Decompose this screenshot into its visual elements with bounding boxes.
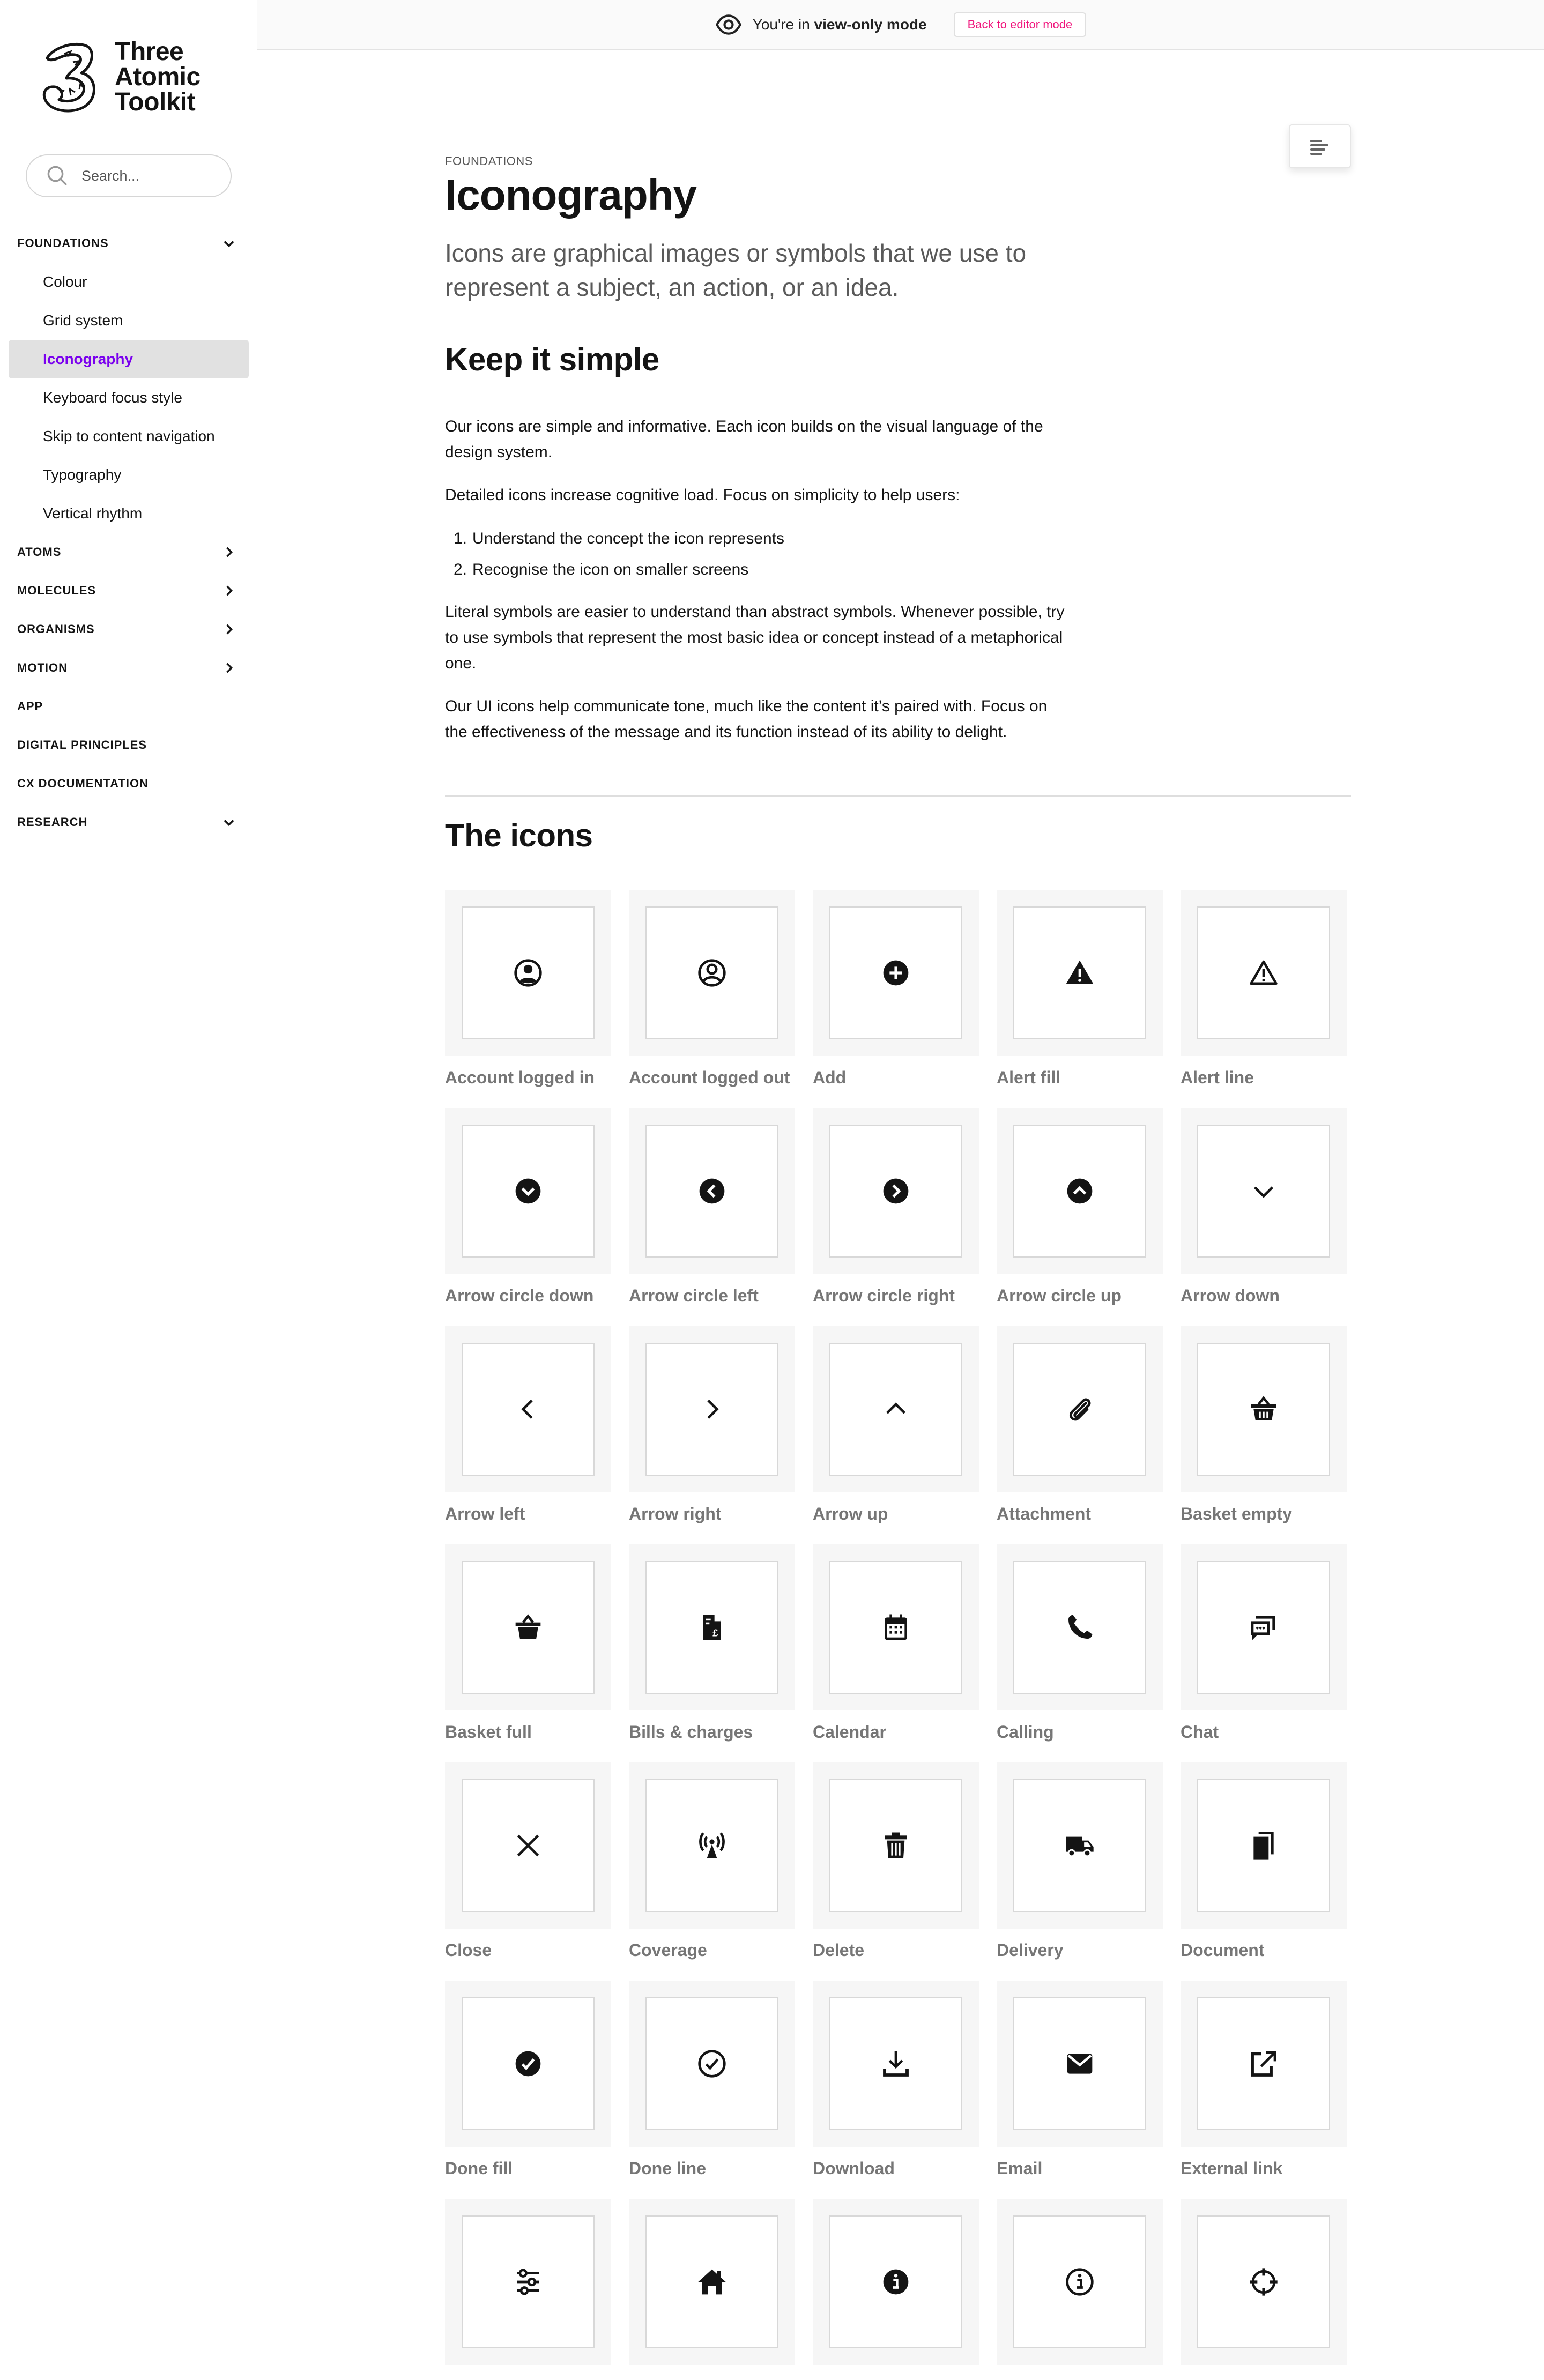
calendar-icon <box>881 1612 911 1642</box>
icon-tile[interactable] <box>629 1326 795 1524</box>
brand-name <box>115 39 201 115</box>
icon-tile[interactable] <box>445 1762 611 1960</box>
list-item <box>454 554 1075 585</box>
icon-tile[interactable] <box>445 1544 611 1742</box>
icon-tile-frame <box>997 1762 1163 1929</box>
icon-tile-frame <box>1181 1326 1347 1492</box>
icon-preview <box>1013 1561 1146 1694</box>
icon-tile-frame <box>997 1326 1163 1492</box>
basket-empty-icon <box>1249 1394 1279 1424</box>
sidebar-section-label: ORGANISMS <box>17 622 95 636</box>
search-icon <box>46 165 69 187</box>
chevron-right-icon <box>697 1394 727 1424</box>
list-number: 1. <box>454 530 467 547</box>
icon-preview <box>1197 1561 1330 1694</box>
chevron-right-icon <box>221 660 236 675</box>
icon-tile[interactable] <box>445 1326 611 1524</box>
icon-tile[interactable] <box>813 1108 979 1306</box>
paperclip-icon <box>1065 1394 1095 1424</box>
icon-label: Done line <box>629 2159 707 2178</box>
check-circle-outline-icon <box>697 2049 727 2079</box>
basket-full-icon <box>513 1612 543 1642</box>
trash-icon <box>881 1831 911 1861</box>
search-input[interactable] <box>81 168 221 184</box>
icon-tile-frame <box>813 890 979 1056</box>
icon-preview <box>1197 1125 1330 1258</box>
sidebar-section-digital-principles[interactable] <box>0 726 257 764</box>
crosshair-icon <box>1249 2267 1279 2297</box>
icon-tile[interactable] <box>1181 1544 1347 1742</box>
icon-preview <box>1197 1997 1330 2130</box>
ordered-list <box>454 523 1075 585</box>
icon-tile[interactable] <box>445 2199 611 2377</box>
icon-tile[interactable] <box>629 1762 795 1960</box>
arrow-circle-down-icon <box>513 1176 543 1206</box>
icon-tile[interactable] <box>813 1981 979 2178</box>
icon-tile-frame <box>629 890 795 1056</box>
icon-tile-frame <box>813 1981 979 2147</box>
icon-label: Delete <box>813 1940 865 1960</box>
icon-tile[interactable] <box>1181 1762 1347 1960</box>
icon-label: Arrow up <box>813 1504 888 1523</box>
icon-label: Close <box>445 1940 492 1960</box>
sidebar-section-research[interactable] <box>0 803 257 842</box>
sidebar-section-label: APP <box>17 700 43 713</box>
icon-preview <box>1013 906 1146 1039</box>
icon-tile[interactable] <box>997 1981 1163 2178</box>
sidebar-item-typography[interactable] <box>0 456 257 494</box>
icon-tile[interactable] <box>997 1326 1163 1524</box>
icon-preview <box>1013 2215 1146 2348</box>
breadcrumb-eyebrow: FOUNDATIONS <box>445 154 533 168</box>
sidebar-item-keyboard-focus-style[interactable] <box>0 378 257 417</box>
sidebar <box>0 0 257 2380</box>
brand-line-3: Toolkit <box>115 87 196 116</box>
sidebar-section-cx-documentation[interactable] <box>0 764 257 803</box>
icon-tile-frame <box>997 2199 1163 2365</box>
icon-label: Chat <box>1181 1722 1219 1742</box>
icon-preview <box>1013 1343 1146 1476</box>
icon-preview <box>1197 1779 1330 1912</box>
icon-tile-frame <box>813 1544 979 1710</box>
close-icon <box>513 1831 543 1861</box>
icon-tile-frame <box>445 1762 611 1929</box>
sidebar-section-label: ATOMS <box>17 545 62 559</box>
icon-label: Delivery <box>997 1940 1064 1960</box>
icon-label: Download <box>813 2159 895 2178</box>
download-icon <box>881 2049 911 2079</box>
sidebar-section-label: MOTION <box>17 661 68 674</box>
icon-tile-frame <box>1181 1108 1347 1274</box>
icon-label: Attachment <box>997 1504 1092 1523</box>
icon-tile[interactable] <box>629 890 795 1088</box>
info-filled-icon <box>881 2267 911 2297</box>
icon-tile[interactable] <box>629 1544 795 1742</box>
paragraph-1: Our icons are simple and informative. Each icon builds on the visual language of the design system. <box>445 418 1043 461</box>
arrow-circle-right-icon <box>881 1176 911 1206</box>
icon-preview <box>462 1997 595 2130</box>
sidebar-nav <box>0 224 257 842</box>
icon-tile-frame <box>629 2199 795 2365</box>
view-only-banner <box>257 0 1544 50</box>
sidebar-item-skip-to-content[interactable] <box>0 417 257 456</box>
icon-label: Bills & charges <box>629 1722 753 1742</box>
sidebar-item-label: Keyboard focus style <box>43 389 182 406</box>
sidebar-section-foundations[interactable] <box>0 224 257 263</box>
sidebar-section-app[interactable] <box>0 687 257 726</box>
chevron-right-icon <box>221 622 236 637</box>
page-title: Iconography <box>445 171 697 219</box>
page-lead: Icons are graphical images or symbols that we use to represent a subject, an action, or an idea. <box>445 239 1027 301</box>
icon-tile[interactable] <box>813 1762 979 1960</box>
envelope-icon <box>1065 2049 1095 2079</box>
icon-tile[interactable] <box>813 1326 979 1524</box>
view-only-prefix: You're in <box>752 16 814 33</box>
sidebar-item-label: Grid system <box>43 312 123 329</box>
back-to-editor-button[interactable]: Back to editor mode <box>954 12 1087 37</box>
icon-tile-frame <box>1181 1544 1347 1710</box>
icon-label: Arrow circle up <box>997 1286 1122 1305</box>
view-only-message <box>753 16 927 33</box>
icon-tile[interactable] <box>997 1762 1163 1960</box>
table-of-contents-button[interactable] <box>1289 124 1351 168</box>
icon-tile[interactable] <box>629 1108 795 1306</box>
info-outline-icon <box>1065 2267 1095 2297</box>
account-outline-icon <box>697 958 727 988</box>
icon-label: Basket empty <box>1181 1504 1293 1523</box>
icon-preview <box>645 1343 778 1476</box>
icon-label: Done fill <box>445 2159 513 2178</box>
icon-label: Account logged in <box>445 1068 595 1087</box>
icon-tile-frame <box>1181 1981 1347 2147</box>
truck-icon <box>1065 1831 1095 1861</box>
icon-tile-frame <box>813 1108 979 1274</box>
icon-label: Arrow circle down <box>445 1286 594 1305</box>
icon-preview <box>1197 2215 1330 2348</box>
icon-label: Alert fill <box>997 1068 1061 1087</box>
icon-label: Calling <box>997 1722 1054 1742</box>
icon-tile-frame <box>813 1762 979 1929</box>
alert-outline-icon <box>1249 958 1279 988</box>
icon-tile[interactable] <box>445 1981 611 2178</box>
icon-tile-frame <box>1181 1762 1347 1929</box>
eye-icon <box>715 14 742 35</box>
icon-tile-frame <box>445 890 611 1056</box>
icon-preview <box>829 1343 962 1476</box>
chevron-left-icon <box>513 1394 543 1424</box>
svg-text:£: £ <box>712 1627 718 1639</box>
sidebar-section-label: FOUNDATIONS <box>17 236 109 250</box>
icon-tile-frame <box>997 1108 1163 1274</box>
icon-tile[interactable] <box>997 1108 1163 1306</box>
icon-preview <box>462 906 595 1039</box>
icon-tile-frame <box>445 1326 611 1492</box>
icon-preview <box>829 1125 962 1258</box>
section-divider <box>445 795 1351 797</box>
chevron-down-icon <box>1249 1176 1279 1206</box>
sidebar-item-grid-system[interactable] <box>0 301 257 340</box>
icon-label: Arrow circle right <box>813 1286 955 1305</box>
icon-tile[interactable] <box>629 1981 795 2178</box>
icon-label: Basket full <box>445 1722 532 1742</box>
icon-preview <box>1013 1125 1146 1258</box>
icon-tile-frame <box>629 1326 795 1492</box>
external-link-icon <box>1249 2049 1279 2079</box>
icon-preview <box>462 1343 595 1476</box>
icon-tile-frame <box>629 1762 795 1929</box>
icon-preview <box>1013 1779 1146 1912</box>
sidebar-section-label: CX DOCUMENTATION <box>17 777 149 790</box>
icon-preview <box>645 2215 778 2348</box>
icon-preview <box>462 1125 595 1258</box>
check-circle-filled-icon <box>513 2049 543 2079</box>
icon-preview <box>829 2215 962 2348</box>
sidebar-item-label: Vertical rhythm <box>43 505 143 522</box>
paragraph-3: Literal symbols are easier to understand than abstract symbols. Whenever possible, try to use symbols that represent the most basic idea or concept instead of a metaphorical one. <box>445 603 1065 672</box>
brand-logo[interactable] <box>38 38 201 116</box>
icon-tile-frame <box>813 2199 979 2365</box>
icon-tile-frame <box>629 1981 795 2147</box>
icon-tile-frame <box>629 1544 795 1710</box>
section-heading-keep-it-simple: Keep it simple <box>445 341 659 377</box>
icon-tile[interactable] <box>1181 1981 1347 2178</box>
table-of-contents-icon <box>1309 138 1331 155</box>
icon-preview <box>645 1779 778 1912</box>
chevron-right-icon <box>221 583 236 598</box>
chevron-down-icon <box>221 236 236 251</box>
icon-tile-frame <box>445 1981 611 2147</box>
sidebar-section-label: MOLECULES <box>17 584 96 597</box>
icon-tile[interactable] <box>813 2199 979 2377</box>
icon-preview <box>645 1125 778 1258</box>
icon-preview <box>645 1997 778 2130</box>
antenna-icon <box>697 1831 727 1861</box>
icon-label: External link <box>1181 2159 1283 2178</box>
icon-label: Arrow down <box>1181 1286 1280 1305</box>
icon-tile-frame <box>997 890 1163 1056</box>
sidebar-section-label: DIGITAL PRINCIPLES <box>17 738 147 752</box>
brand-line-2: Atomic <box>115 62 201 91</box>
sidebar-section-atoms[interactable] <box>0 533 257 571</box>
view-only-emphasis: view-only mode <box>814 16 927 33</box>
arrow-circle-up-icon <box>1065 1176 1095 1206</box>
icon-tile[interactable] <box>997 1544 1163 1742</box>
icon-tile[interactable] <box>813 1544 979 1742</box>
home-icon <box>697 2267 727 2297</box>
icon-preview <box>829 1779 962 1912</box>
icon-label: Coverage <box>629 1940 707 1960</box>
section-heading-the-icons: The icons <box>445 817 593 853</box>
sidebar-item-colour[interactable] <box>0 263 257 301</box>
icon-tile[interactable] <box>445 890 611 1088</box>
sidebar-section-molecules[interactable] <box>0 571 257 610</box>
icon-preview <box>829 906 962 1039</box>
chevron-up-icon <box>881 1394 911 1424</box>
icon-tile[interactable] <box>629 2199 795 2377</box>
icon-tile-frame <box>445 1544 611 1710</box>
icon-label: Arrow circle left <box>629 1286 759 1305</box>
icon-tile-frame <box>1181 890 1347 1056</box>
icon-tile-frame <box>1181 2199 1347 2365</box>
brand-line-1: Three <box>115 37 184 66</box>
sliders-icon <box>513 2267 543 2297</box>
sidebar-section-motion[interactable] <box>0 649 257 687</box>
icon-tile[interactable] <box>1181 1326 1347 1524</box>
search-box[interactable] <box>26 154 232 197</box>
paragraph-4: Our UI icons help communicate tone, much like the content it’s paired with. Focus on the effectiveness of the message and its function instead of its ability to delight. <box>445 697 1048 741</box>
icon-preview <box>1013 1997 1146 2130</box>
chevron-down-icon <box>221 815 236 830</box>
icon-label: Arrow right <box>629 1504 722 1523</box>
icon-tile[interactable] <box>1181 2199 1347 2377</box>
sidebar-section-label: RESEARCH <box>17 815 88 829</box>
icon-tile-frame <box>997 1544 1163 1710</box>
icon-label: Account logged out <box>629 1068 790 1087</box>
icon-label: Document <box>1181 1940 1265 1960</box>
icon-preview <box>1197 1343 1330 1476</box>
list-text: Recognise the icon on smaller screens <box>472 561 749 578</box>
icon-tile[interactable] <box>445 1108 611 1306</box>
sidebar-item-label: Colour <box>43 273 87 290</box>
sidebar-item-vertical-rhythm[interactable] <box>0 494 257 533</box>
alert-filled-icon <box>1065 958 1095 988</box>
sidebar-item-label: Typography <box>43 466 122 483</box>
icon-preview <box>829 1997 962 2130</box>
document-icon <box>1249 1831 1279 1861</box>
icon-tile[interactable] <box>997 890 1163 1088</box>
icon-tile-frame <box>813 1326 979 1492</box>
icon-label: Arrow left <box>445 1504 525 1523</box>
icon-preview <box>645 1561 778 1694</box>
icon-label: Calendar <box>813 1722 886 1742</box>
icon-tile-frame <box>445 2199 611 2365</box>
account-filled-icon <box>513 958 543 988</box>
sidebar-item-label: Skip to content navigation <box>43 428 215 444</box>
icon-preview <box>645 906 778 1039</box>
icon-label: Email <box>997 2159 1043 2178</box>
icon-tile[interactable] <box>997 2199 1163 2377</box>
list-text: Understand the concept the icon represents <box>472 530 785 547</box>
icon-preview <box>462 1779 595 1912</box>
icon-tile-frame <box>445 1108 611 1274</box>
chat-icon <box>1249 1612 1279 1642</box>
paragraph-2: Detailed icons increase cognitive load. Focus on simplicity to help users: <box>445 486 960 504</box>
sidebar-item-iconography[interactable] <box>9 340 249 378</box>
bill-icon <box>697 1612 727 1642</box>
add-circle-icon <box>881 958 911 988</box>
sidebar-section-organisms[interactable] <box>0 610 257 649</box>
icon-tile-frame <box>629 1108 795 1274</box>
chevron-right-icon <box>221 545 236 560</box>
list-item <box>454 523 1075 554</box>
sidebar-item-label: Iconography <box>43 351 133 367</box>
icon-tile[interactable] <box>1181 1108 1347 1306</box>
icon-preview <box>829 1561 962 1694</box>
three-logo-icon <box>38 38 100 116</box>
icon-label: Alert line <box>1181 1068 1254 1087</box>
icon-preview <box>462 2215 595 2348</box>
arrow-circle-left-icon <box>697 1176 727 1206</box>
icon-tile[interactable] <box>813 890 979 1088</box>
phone-icon <box>1065 1612 1095 1642</box>
icon-tile-frame <box>997 1981 1163 2147</box>
icon-preview <box>1197 906 1330 1039</box>
icon-preview <box>462 1561 595 1694</box>
list-number: 2. <box>454 561 467 578</box>
icon-label: Add <box>813 1068 847 1087</box>
icon-tile[interactable] <box>1181 890 1347 1088</box>
